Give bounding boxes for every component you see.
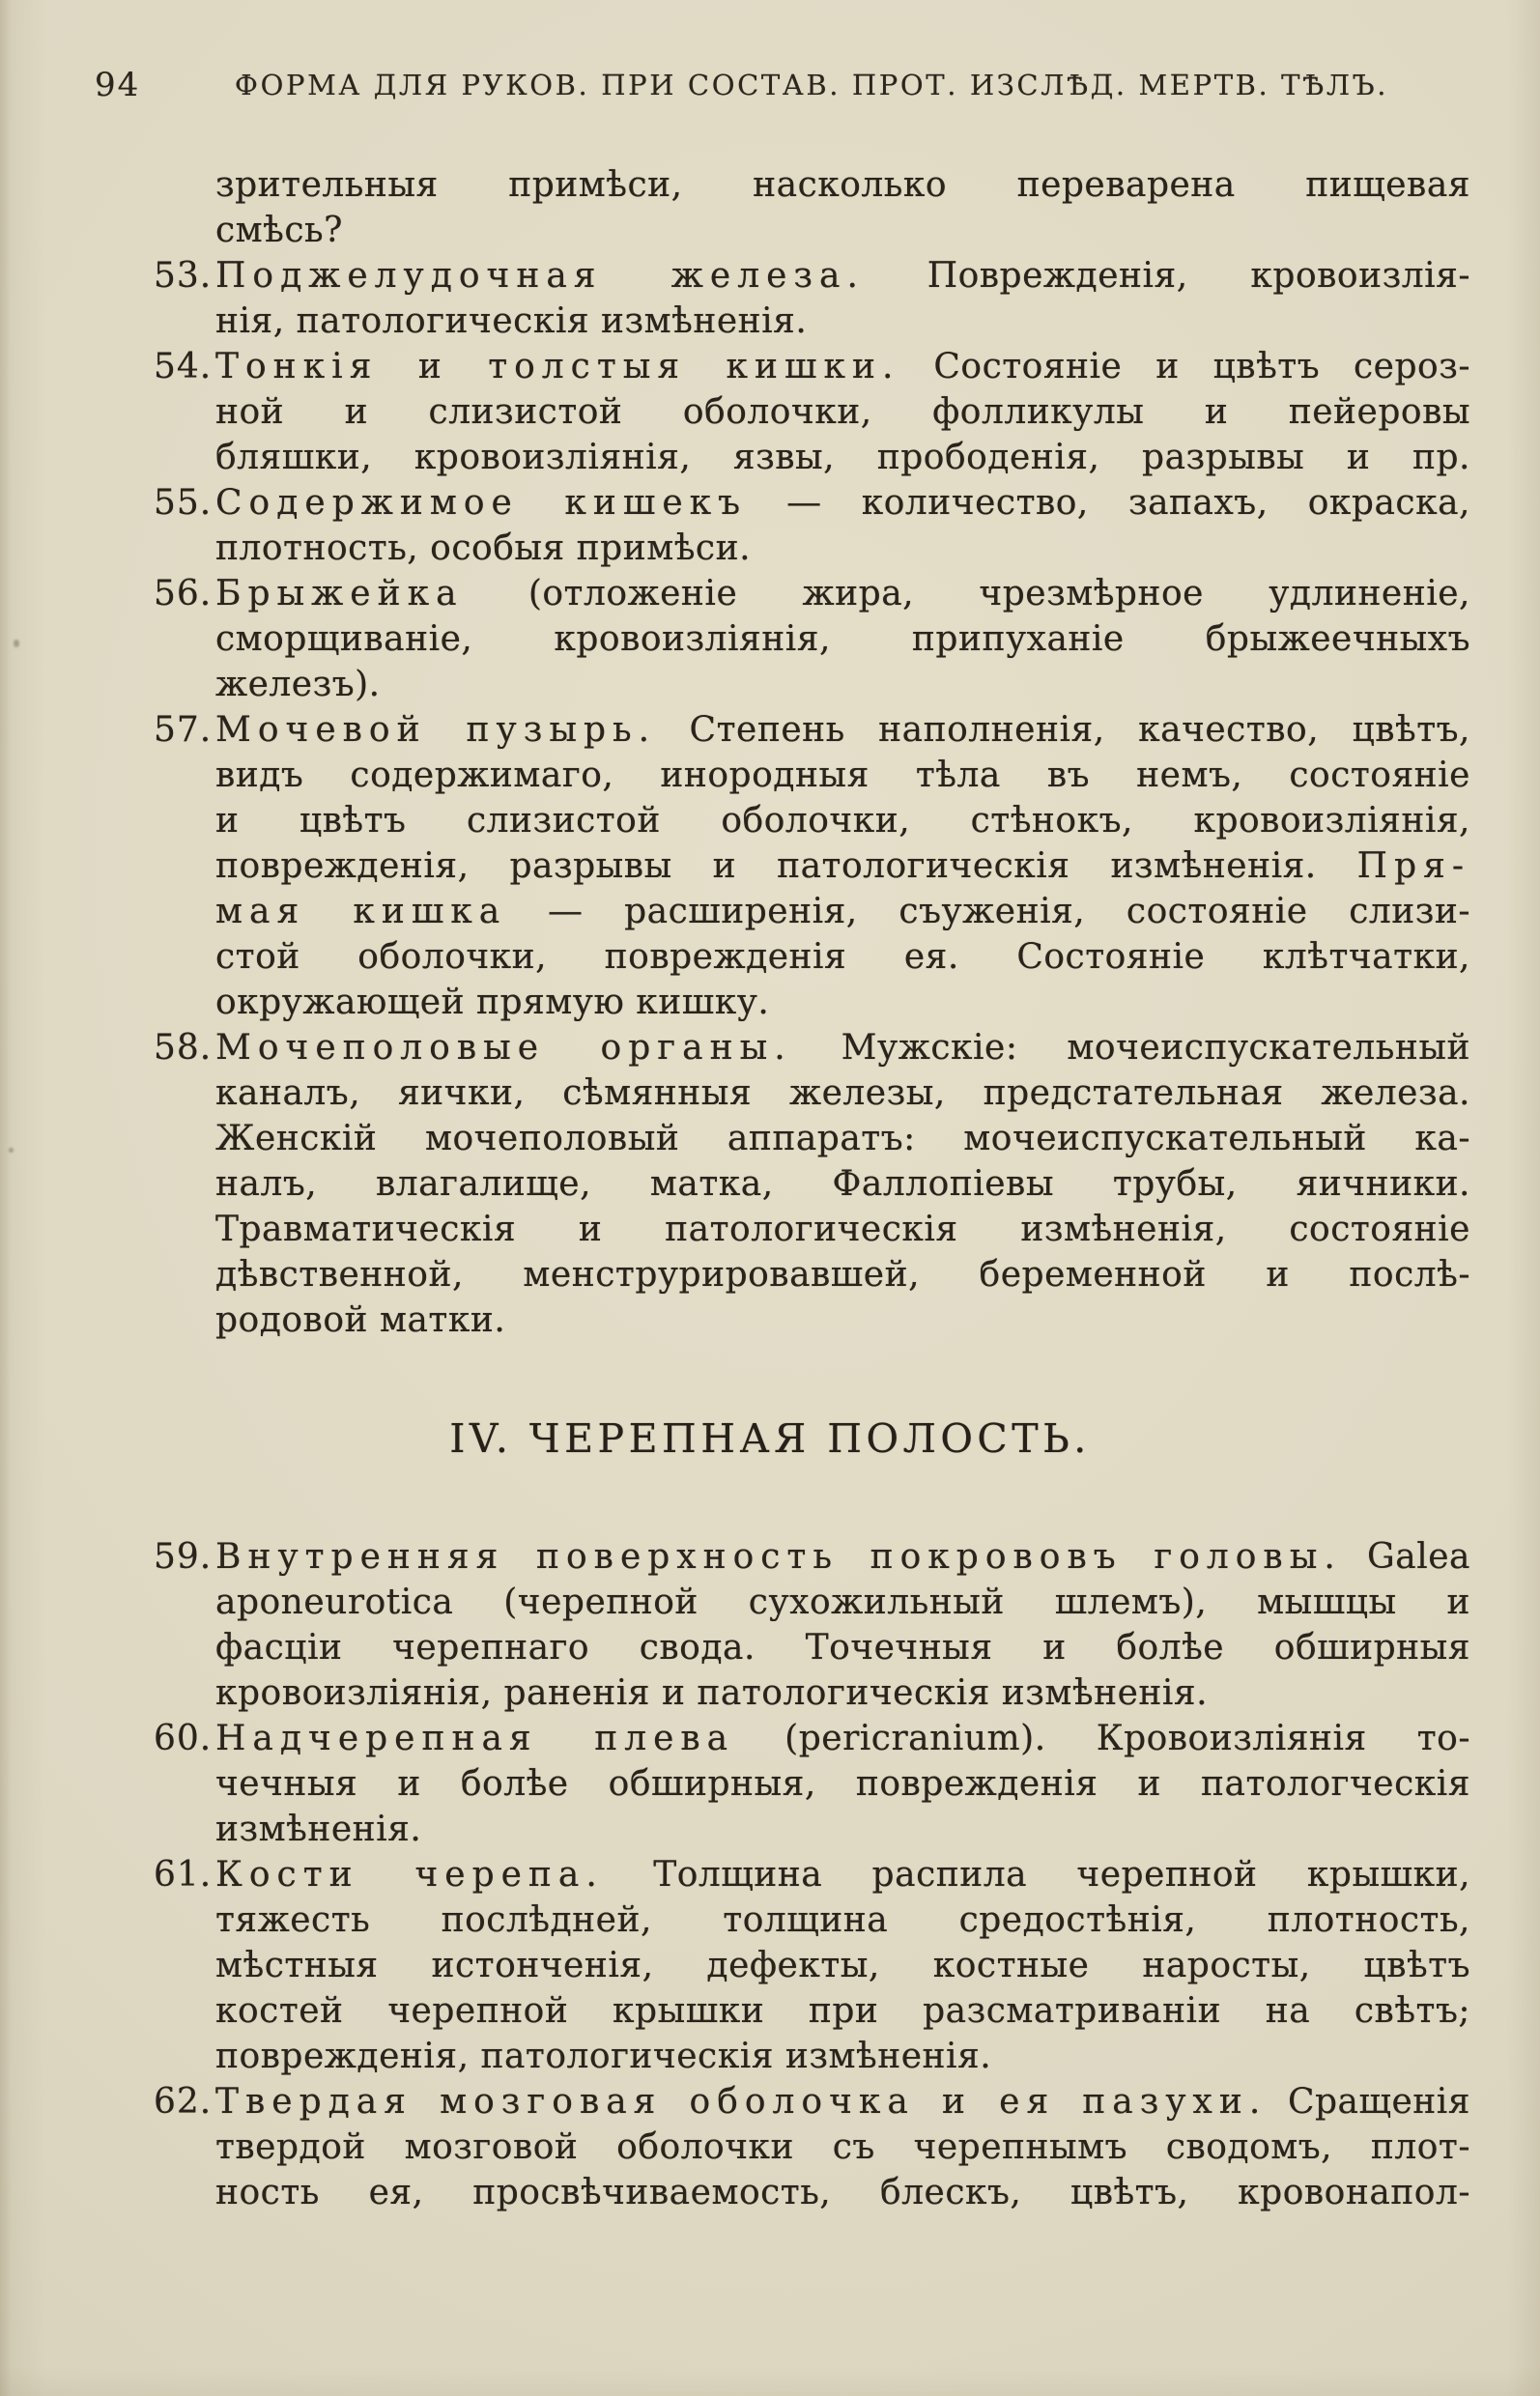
list-item	[0, 1852, 1540, 2079]
text-segment: Толщина распила черепной крышки,	[603, 1855, 1471, 1895]
text-line	[215, 889, 1470, 934]
text-line	[215, 2170, 1470, 2215]
text-line	[215, 571, 1470, 616]
text-line	[215, 753, 1470, 798]
text-line	[215, 1580, 1470, 1625]
text-segment: смѣсь?	[215, 211, 343, 250]
scan-artifact-speck	[14, 640, 19, 647]
text-line	[215, 299, 1470, 344]
list-item	[0, 1534, 1540, 1716]
page-body	[0, 162, 1540, 2215]
text-line	[215, 1943, 1470, 1988]
list-item	[0, 1716, 1540, 1852]
text-segment: и цвѣтъ слизистой оболочки, стѣнокъ, кровоизліянія,	[215, 801, 1470, 841]
text-line	[215, 2125, 1470, 2170]
text-segment: бляшки, кровоизліянія, язвы, прободенія, разрывы и пр.	[215, 438, 1470, 477]
text-line	[215, 1807, 1470, 1852]
item-number: 61.	[154, 1855, 213, 1895]
text-line	[215, 798, 1470, 843]
emphasized-phrase: Мочеполовые органы.	[215, 1028, 792, 1068]
text-segment: налъ, влагалище, матка, Фаллопіевы трубы, яичники.	[215, 1164, 1470, 1204]
text-segment: Поврежденія, кровоизлія-	[864, 256, 1470, 296]
text-line	[215, 1534, 1470, 1580]
list-item	[0, 162, 1540, 253]
emphasized-phrase: Тонкія и толстыя кишки.	[215, 347, 900, 386]
text-line	[215, 389, 1470, 435]
text-segment: фасціи черепнаго свода. Точечныя и болѣе обширныя	[215, 1628, 1470, 1668]
text-segment: родовой матки.	[215, 1300, 506, 1340]
text-segment: aponeurotica (черепной сухожильный шлемъ), мышцы и	[215, 1583, 1470, 1622]
text-segment: чечныя и болѣе обширныя, поврежденія и патологческія	[215, 1764, 1470, 1804]
text-segment: кровоизліянія, раненія и патологическія измѣненія.	[215, 1673, 1209, 1713]
text-segment: — расширенія, съуженія, состояніе слизи-	[506, 892, 1471, 931]
item-text	[215, 344, 1470, 480]
text-segment: ной и слизистой оболочки, фолликулы и пейеровы	[215, 392, 1470, 432]
text-line	[215, 662, 1470, 707]
text-segment: тяжесть послѣдней, толщина средостѣнія, плотность,	[215, 1900, 1470, 1940]
text-line	[215, 1988, 1470, 2034]
text-segment: нія, патологическія измѣненія.	[215, 301, 808, 341]
text-segment: мѣстныя истонченія, дефекты, костные наросты, цвѣтъ	[215, 1946, 1470, 1985]
text-segment: каналъ, яички, сѣмянныя железы, предстательная железа.	[215, 1073, 1470, 1113]
text-line	[215, 526, 1470, 571]
text-segment: сморщиваніе, кровоизліянія, припуханіе брыжеечныхъ	[215, 619, 1470, 659]
item-text	[215, 480, 1470, 571]
text-line	[215, 162, 1470, 208]
item-number: 58.	[154, 1028, 213, 1068]
text-line	[215, 1670, 1470, 1716]
item-number: 53.	[154, 256, 213, 296]
page-header	[0, 66, 1540, 106]
emphasized-phrase: мая кишка	[215, 892, 507, 931]
scan-artifact-speck	[9, 1148, 14, 1153]
text-line	[215, 1161, 1470, 1207]
text-segment: (отложеніе жира, чрезмѣрное удлиненіе,	[463, 574, 1470, 613]
item-text	[215, 1025, 1470, 1343]
text-line	[215, 1625, 1470, 1670]
text-line	[215, 843, 1470, 889]
text-line	[215, 1070, 1470, 1116]
list-item	[0, 2079, 1540, 2215]
text-segment: Степень наполненія, качество, цвѣтъ,	[656, 710, 1470, 750]
text-segment: Состояніе и цвѣтъ сероз-	[899, 347, 1470, 386]
list-item	[0, 344, 1540, 480]
text-segment: — количество, запахъ, окраска,	[747, 483, 1470, 523]
text-segment: плотность, особыя примѣси.	[215, 528, 752, 568]
text-line	[215, 2034, 1470, 2079]
text-segment: зрительныя примѣси, насколько переварена пищевая	[215, 165, 1470, 205]
item-text	[215, 2079, 1470, 2215]
text-segment: Травматическія и патологическія измѣненія, состояніе	[215, 1210, 1470, 1249]
text-line	[215, 1761, 1470, 1807]
item-text	[215, 253, 1470, 344]
emphasized-phrase: Содержимое кишекъ	[215, 483, 748, 523]
item-list-lower	[0, 1534, 1540, 2215]
emphasized-phrase: Поджелудочная железа.	[215, 256, 865, 296]
text-line	[215, 480, 1470, 526]
text-line	[215, 934, 1470, 980]
item-text	[215, 1852, 1470, 2079]
item-text	[215, 707, 1470, 1025]
text-segment: дѣвственной, менструрировавшей, беременной и послѣ-	[215, 1255, 1470, 1295]
text-line	[215, 616, 1470, 662]
text-line	[215, 1252, 1470, 1298]
emphasized-phrase: Надчерепная плева	[215, 1719, 735, 1758]
item-text	[215, 1716, 1470, 1852]
emphasized-phrase: Внутренняя поверхность покрововъ головы.	[215, 1537, 1342, 1577]
text-line	[215, 1852, 1470, 1897]
list-item	[0, 571, 1540, 707]
running-title: ФОРМА ДЛЯ РУКОВ. ПРИ СОСТАВ. ПРОТ. ИЗСЛѢД. МЕРТВ. ТѢЛЪ.	[234, 69, 1389, 101]
text-line	[215, 1716, 1470, 1761]
text-line	[215, 1025, 1470, 1070]
emphasized-phrase: Мочевой пузырь.	[215, 710, 657, 750]
text-segment: ность ея, просвѣчиваемость, блескъ, цвѣтъ, кровонапол-	[215, 2173, 1470, 2212]
text-line	[215, 253, 1470, 299]
page-number: 94	[95, 66, 141, 104]
item-number: 56.	[154, 574, 213, 613]
text-segment: окружающей прямую кишку.	[215, 983, 770, 1022]
text-line	[215, 1207, 1470, 1252]
item-number: 54.	[154, 347, 213, 386]
text-line	[215, 1298, 1470, 1343]
emphasized-phrase: Кости черепа.	[215, 1855, 604, 1895]
text-line	[215, 1116, 1470, 1161]
section-heading: IV. ЧЕРЕПНАЯ ПОЛОСТЬ.	[449, 1415, 1091, 1462]
text-segment: костей черепной крышки при разсматриваніи на свѣтъ;	[215, 1991, 1470, 2031]
item-number: 60.	[154, 1719, 213, 1758]
item-list-upper	[0, 162, 1540, 1343]
text-segment: поврежденія, патологическія измѣненія.	[215, 2037, 992, 2076]
item-number: 57.	[154, 710, 213, 750]
item-text	[215, 1534, 1470, 1716]
emphasized-phrase: Брыжейка	[215, 574, 464, 613]
item-number: 59.	[154, 1537, 213, 1577]
emphasized-phrase: Пря-	[1356, 846, 1470, 886]
emphasized-phrase: Твердая мозговая оболочка и ея пазухи.	[215, 2082, 1268, 2122]
list-item	[0, 1025, 1540, 1343]
list-item	[0, 253, 1540, 344]
text-segment: Сращенія	[1267, 2082, 1470, 2122]
item-text	[215, 571, 1470, 707]
item-number: 62.	[154, 2082, 213, 2122]
text-line	[215, 344, 1470, 389]
text-segment: (pericranium). Кровоизліянія то-	[734, 1719, 1470, 1758]
text-segment: железъ).	[215, 665, 381, 704]
text-segment: Мужскіе: мочеиспускательный	[791, 1028, 1471, 1068]
item-text	[215, 162, 1470, 253]
text-segment: поврежденія, разрывы и патологическія измѣненія.	[215, 846, 1357, 886]
text-segment: Galea	[1341, 1537, 1470, 1577]
text-line	[215, 208, 1470, 253]
list-item	[0, 480, 1540, 571]
list-item	[0, 707, 1540, 1025]
text-segment: Женскій мочеполовый аппаратъ: мочеиспускательный ка-	[215, 1119, 1470, 1158]
text-line	[215, 435, 1470, 480]
text-segment: твердой мозговой оболочки съ черепнымъ сводомъ, плот-	[215, 2127, 1470, 2167]
item-number: 55.	[154, 483, 213, 523]
text-segment: измѣненія.	[215, 1810, 422, 1849]
text-segment: видъ содержимаго, инородныя тѣла въ немъ, состояніе	[215, 756, 1470, 795]
text-segment: стой оболочки, поврежденія ея. Состояніе клѣтчатки,	[215, 937, 1470, 977]
text-line	[215, 2079, 1470, 2125]
text-line	[215, 1897, 1470, 1943]
text-line	[215, 707, 1470, 753]
text-line	[215, 980, 1470, 1025]
